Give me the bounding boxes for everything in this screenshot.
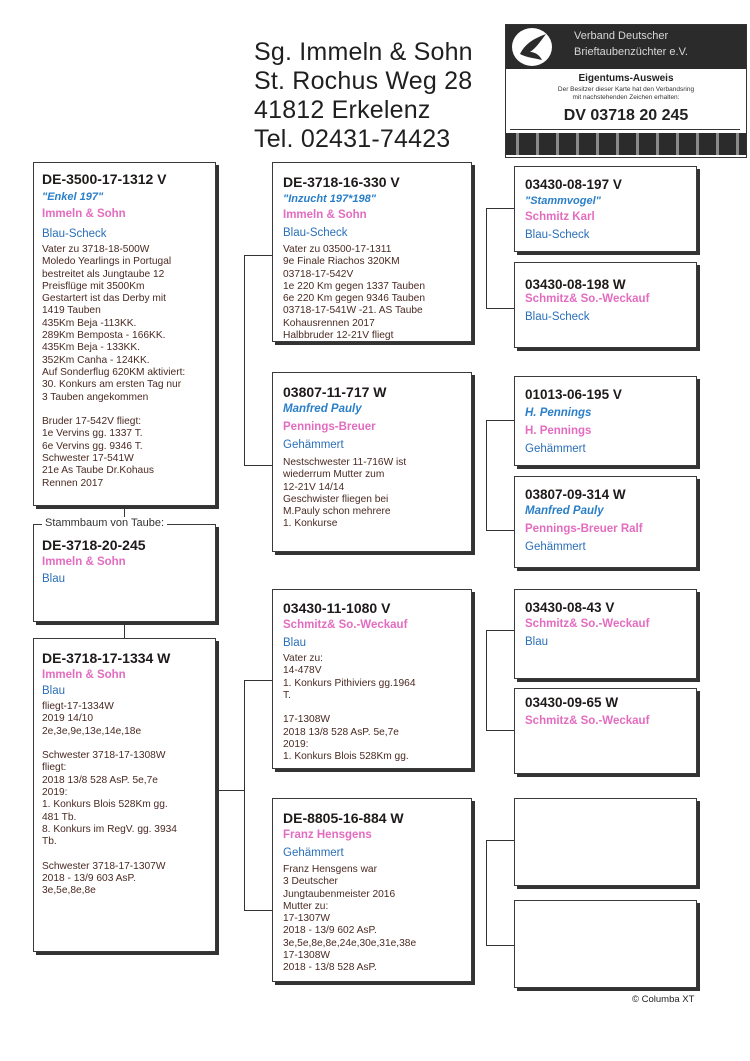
dove-logo-icon xyxy=(512,28,552,66)
pigeon-name: Manfred Pauly xyxy=(525,505,604,517)
ring-number: 03807-09-314 W xyxy=(525,487,626,502)
connector xyxy=(486,840,487,945)
notes: Vater zu 03500-17-1311 9e Finale Riachos 320KM 03718-17-542V 1e 220 Km gegen 1337 Tauben 6e 220 Km gegen 9346 Tauben 03718-17-541W -21. AS Taube Kohausrennen 2017 Halbbruder 12-21V fliegt xyxy=(283,244,425,342)
feather-color: Gehämmert xyxy=(283,847,344,859)
connector xyxy=(244,465,272,466)
owner: Immeln & Sohn xyxy=(42,556,126,568)
feather-color: Blau-Scheck xyxy=(42,228,107,240)
ring-number: 03430-08-197 V xyxy=(525,177,622,192)
ggp-mfm-box[interactable] xyxy=(514,688,697,774)
pigeon-name: "Stammvogel" xyxy=(525,195,601,207)
subject-box[interactable] xyxy=(33,517,216,622)
breeder-name: Sg. Immeln & Sohn xyxy=(254,38,473,66)
owner: Schmitz& So.-Weckauf xyxy=(525,293,650,305)
ring-number: 03430-08-43 V xyxy=(525,600,615,615)
ring-number: DE-3718-17-1334 W xyxy=(42,650,171,666)
paternal-grandmother-box[interactable] xyxy=(272,372,472,552)
feather-color: Gehämmert xyxy=(525,443,586,455)
ring-number: 03807-11-717 W xyxy=(283,384,387,400)
card-org-line2: Brieftaubenzüchter e.V. xyxy=(574,46,688,58)
ring-number: 01013-06-195 V xyxy=(525,387,622,402)
connector xyxy=(244,910,272,911)
connector xyxy=(124,622,125,638)
subject-label: Stammbaum von Taube: xyxy=(42,517,167,529)
ggp-fmf-box[interactable] xyxy=(514,376,697,466)
connector xyxy=(486,945,514,946)
owner: Immeln & Sohn xyxy=(42,669,126,681)
feather-color: Blau xyxy=(525,636,549,648)
connector xyxy=(244,680,245,910)
ring-number: 03430-11-1080 V xyxy=(283,600,391,616)
notes: Vater zu: 14-478V 1. Konkurs Pithiviers gg.1964 T. 17-1308W 2018 13/8 528 AsP. 5e,7e 2019: 1. Konkurs Blois 528Km gg. xyxy=(283,653,416,763)
ring-number: 03430-09-65 W xyxy=(525,695,619,710)
ggp-fmm-box[interactable] xyxy=(514,476,697,568)
footer-credit: © Columba XT xyxy=(632,994,695,1005)
pigeon-name: "Inzucht 197*198" xyxy=(283,193,376,205)
ggp-mmf-box[interactable] xyxy=(514,798,697,886)
maternal-grandfather-box[interactable] xyxy=(272,589,472,769)
maternal-grandmother-box[interactable] xyxy=(272,798,472,982)
notes: Nestschwester 11-716W ist wiederrum Mutter zum 12-21V 14/14 Geschwister fliegen bei M.Pauly schon mehrere 1. Konkurse xyxy=(283,457,407,530)
owner: Franz Hensgens xyxy=(283,829,372,841)
breeder-street: St. Rochus Weg 28 xyxy=(254,67,473,95)
owner: H. Pennings xyxy=(525,425,592,437)
feather-color: Blau-Scheck xyxy=(525,229,590,241)
connector xyxy=(486,730,514,731)
connector xyxy=(244,255,245,465)
connector xyxy=(486,308,514,309)
owner: Pennings-Breuer Ralf xyxy=(525,523,643,535)
owner: Schmitz& So.-Weckauf xyxy=(283,619,408,631)
pigeon-name: "Enkel 197" xyxy=(42,191,104,203)
father-box[interactable] xyxy=(33,162,216,506)
owner: Immeln & Sohn xyxy=(283,209,367,221)
ring-number: DE-8805-16-884 W xyxy=(283,810,404,826)
ring-number: 03430-08-198 W xyxy=(525,277,626,292)
card-ring-number: DV 03718 20 245 xyxy=(563,107,689,124)
notes: fliegt-17-1334W 2019 14/10 2e,3e,9e,13e,14e,18e Schwester 3718-17-1308W fliegt: 2018 13/8 528 AsP. 5e,7e 2019: 1. Konkurs Blois 528Km gg. 481 Tb. 8. Konkurs im RegV. gg. 3934 Tb. Schwester 3718-17-1307W 2018 - 13/9 603 AsP. 3e,5e,8e,8e xyxy=(42,701,177,897)
owner: Immeln & Sohn xyxy=(42,208,126,220)
ring-number: DE-3500-17-1312 V xyxy=(42,171,167,187)
notes: Franz Hensgens war 3 Deutscher Jungtaubenmeister 2016 Mutter zu: 17-1307W 2018 - 13/9 602 AsP. 3e,5e,8e,8e,24e,30e,31e,38e 17-1308W 2018 - 13/8 528 AsP. xyxy=(283,864,417,974)
card-title: Eigentums-Ausweis xyxy=(578,73,674,84)
ring-number: DE-3718-16-330 V xyxy=(283,174,400,190)
ring-number: DE-3718-20-245 xyxy=(42,537,146,553)
paternal-grandfather-box[interactable] xyxy=(272,162,472,342)
connector xyxy=(486,530,514,531)
pigeon-name: H. Pennings xyxy=(525,407,592,419)
feather-color: Blau xyxy=(283,637,307,649)
owner: Schmitz Karl xyxy=(525,211,595,223)
connector xyxy=(486,208,514,209)
connector xyxy=(486,208,487,308)
notes: Vater zu 3718-18-500W Moledo Yearlings in Portugal bestreitet als Jungtaube 12 Preisflüge mit 3500Km Gestartert ist das Derby mit 1419 Tauben 435Km Beja -113KK. 289Km Bemposta - 166KK. 435Km Beja - 133KK. 352Km Canha - 124KK. Auf Sonderflug 620KM aktiviert: 30. Konkurs am ersten Tag nur 3 Tauben angekommen Bruder 17-542V fliegt: 1e Vervins gg. 1337 T. 6e Vervins gg. 9346 T. Schwester 17-541W 21e As Taube Dr.Kohaus Rennen 2017 xyxy=(42,244,186,489)
feather-color: Gehämmert xyxy=(525,541,586,553)
ggp-mff-box[interactable] xyxy=(514,589,697,679)
owner: Schmitz& So.-Weckauf xyxy=(525,715,650,727)
connector xyxy=(486,420,514,421)
feather-color: Blau xyxy=(42,685,66,697)
connector xyxy=(244,680,272,681)
card-org-line1: Verband Deutscher xyxy=(574,30,669,42)
feather-color: Blau xyxy=(42,573,66,585)
connector xyxy=(486,420,487,530)
owner: Schmitz& So.-Weckauf xyxy=(525,618,650,630)
connector xyxy=(215,790,245,791)
card-rule xyxy=(510,129,740,130)
feather-color: Blau-Scheck xyxy=(525,311,590,323)
card-pattern xyxy=(506,133,746,155)
ggp-fff-box[interactable] xyxy=(514,166,697,252)
mother-box[interactable] xyxy=(33,638,216,952)
feather-color: Gehämmert xyxy=(283,439,344,451)
ggp-ffm-box[interactable] xyxy=(514,262,697,348)
pigeon-name: Manfred Pauly xyxy=(283,403,362,415)
connector xyxy=(486,630,487,730)
ownership-card xyxy=(505,24,747,158)
owner: Pennings-Breuer xyxy=(283,421,376,433)
card-text-1: Der Besitzer dieser Karte hat den Verbandsring xyxy=(557,86,695,93)
connector xyxy=(244,255,272,256)
connector xyxy=(486,630,514,631)
breeder-phone: Tel. 02431-74423 xyxy=(254,125,451,153)
ggp-mmm-box[interactable] xyxy=(514,900,697,988)
connector xyxy=(486,840,514,841)
feather-color: Blau-Scheck xyxy=(283,227,348,239)
breeder-city: 41812 Erkelenz xyxy=(254,96,431,124)
card-text-2: mit nachstehenden Zeichen erhalten: xyxy=(572,94,680,101)
